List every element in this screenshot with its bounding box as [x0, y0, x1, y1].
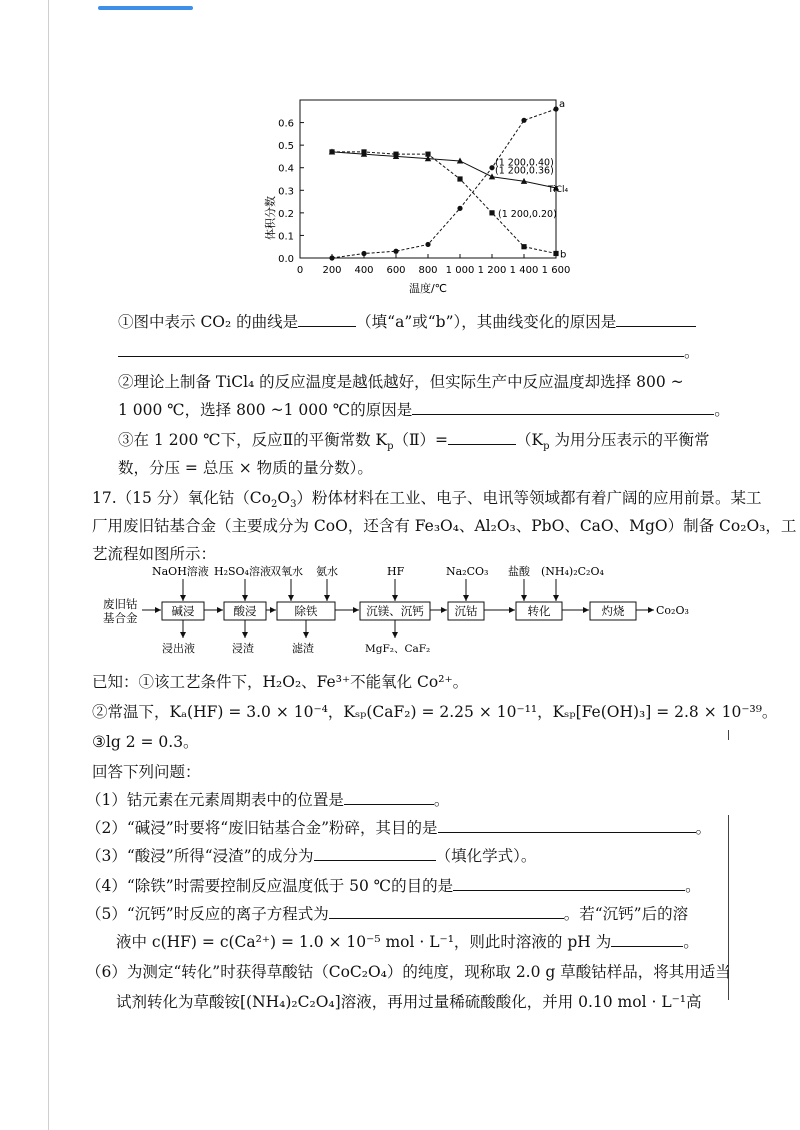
series-label-b: b [560, 249, 567, 261]
point-a [553, 106, 558, 111]
series-label-a: a [559, 99, 566, 111]
known-1: 已知：①该工艺条件下，H₂O₂、Fe³⁺不能氧化 Co²⁺。 [92, 673, 469, 691]
reagent-2: H₂SO₄溶液 [214, 565, 271, 578]
q1-line [118, 312, 696, 332]
flow-start-2: 基合金 [103, 611, 138, 625]
point-b [425, 152, 430, 157]
sub-q5-line-2 [116, 932, 699, 952]
q3-text-c: （K [516, 431, 544, 449]
x-tick-label: 1 000 [445, 265, 475, 276]
annotation-3: (1 200,0.20) [498, 208, 557, 220]
sub-q3-text: （3）“酸浸”所得“浸渣”的成分为 [86, 847, 314, 865]
q3-answer-blank[interactable] [448, 430, 516, 445]
step-2: 酸浸 [233, 604, 257, 618]
reagent-3: 双氧水 [270, 565, 303, 578]
sub-q4 [86, 876, 701, 896]
point-a [489, 165, 494, 170]
reagent-8: (NH₄)₂C₂O₄ [541, 565, 604, 578]
point-a [329, 255, 334, 260]
q1-end: 。 [684, 343, 700, 361]
x-tick-label: 1 400 [509, 265, 539, 276]
output-3: 滤渣 [292, 642, 314, 655]
q2-end: 。 [714, 401, 730, 419]
q1-answer-blank-1[interactable] [298, 312, 356, 327]
sub-q1 [86, 790, 449, 810]
reagent-5: HF [387, 565, 405, 578]
x-tick-label: 1 600 [541, 265, 571, 276]
annotation-1: (1 200,0.40) [495, 157, 554, 169]
point-a [457, 206, 462, 211]
sub-q2-blank[interactable] [438, 818, 696, 833]
reagent-4: 氨水 [316, 565, 338, 578]
sub-q5-blank-2[interactable] [611, 932, 683, 947]
sub-q6-line-2: 试剂转化为草酸铵[(NH₄)₂C₂O₄]溶液，再用过量稀硫酸酸化，并用 0.10 mol · L⁻¹高 [116, 993, 702, 1011]
point-b [521, 244, 526, 249]
flow-product: Co₂O₃ [656, 604, 689, 617]
sub-q3-blank[interactable] [314, 846, 436, 861]
p17-text-b: O [277, 489, 291, 507]
y-axis-label: 体积分数 [264, 196, 277, 240]
sub-q4-text: （4）“除铁”时需要控制反应温度低于 50 ℃的目的是 [86, 877, 454, 895]
sub-q2-text: （2）“碱浸”时要将“废旧钴基合金”粉碎，其目的是 [86, 819, 438, 837]
q2-answer-blank[interactable] [412, 400, 714, 415]
p17-text-a: 17.（15 分）氧化钴（Co [92, 489, 271, 507]
point-b [361, 149, 366, 154]
point-b [393, 152, 398, 157]
q1-text: 图中表示 CO₂ 的曲线是 [133, 313, 299, 331]
sub-q4-blank[interactable] [453, 876, 685, 891]
q2-line-2 [118, 400, 730, 420]
p17-text-c: ）粉体材料在工业、电子、电讯等领域都有着广阔的应用前景。某工 [296, 489, 762, 507]
step-7: 灼烧 [601, 604, 625, 618]
q1-mid: （填“a”或“b”），其曲线变化的原因是 [356, 313, 617, 331]
q1-line-2 [118, 342, 700, 362]
x-tick-label: 600 [386, 265, 406, 276]
step-6: 转化 [527, 604, 551, 618]
step-5: 沉钴 [454, 604, 478, 618]
p17-line-3: 艺流程如图所示： [92, 545, 217, 563]
sub-q4-end: 。 [685, 877, 701, 895]
q3-sub-p: p [387, 441, 394, 453]
flow-start-1: 废旧钴 [103, 597, 138, 611]
margin-mark [728, 730, 729, 740]
point-b [553, 251, 558, 256]
x-tick-label: 800 [418, 265, 438, 276]
p17-line-2: 厂用废旧钴基合金（主要成分为 CoO，还含有 Fe₃O₄、Al₂O₃、PbO、CaO、MgO）制备 Co₂O₃，工 [92, 517, 797, 535]
step-3: 除铁 [294, 604, 318, 618]
point-a [361, 251, 366, 256]
sub-q5-line-1 [86, 904, 688, 924]
sub-q5-text-c: 液中 c(HF) = c(Ca²⁺) = 1.0 × 10⁻⁵ mol · L⁻¹，则此时溶液的 pH 为 [116, 933, 612, 951]
x-tick-label: 400 [354, 265, 374, 276]
q2-line-1: ②理论上制备 TiCl₄ 的反应温度是越低越好，但实际生产中反应温度却选择 800 ~ [118, 373, 684, 391]
sub-q5-text-b: 。若“沉钙”后的溶 [563, 905, 689, 923]
sub-q5-end: 。 [683, 933, 699, 951]
sub-q1-blank[interactable] [344, 790, 434, 805]
q3-text-a: ③在 1 200 ℃下，反应Ⅱ的平衡常数 K [118, 431, 388, 449]
y-tick-label: 0.6 [278, 118, 294, 130]
y-tick-label: 0.0 [278, 254, 294, 265]
q3-line-1 [118, 430, 710, 453]
sub-q2-end: 。 [695, 819, 712, 837]
top-accent-bar [98, 6, 193, 10]
step-4: 沉镁、沉钙 [366, 604, 424, 618]
series-label-ticl4: TiCl₄ [548, 185, 569, 196]
p17-line-1: 17.（15 分）氧化钴$(Co_2O_3)$粉体材料在工业、电子、电讯等领域都有着广阔的应用前景。某工 [92, 489, 762, 511]
sub-q3-end: （填化学式）。 [435, 847, 537, 865]
output-4: MgF₂、CaF₂ [365, 643, 431, 655]
y-tick-label: 0.5 [278, 141, 294, 153]
point-a [521, 118, 526, 123]
q1-num: ① [118, 313, 134, 331]
sub-q1-end: 。 [433, 791, 450, 809]
point-b [457, 176, 462, 181]
known-2: ②常温下，Kₐ(HF) = 3.0 × 10⁻⁴，Kₛₚ(CaF₂) = 2.25 × 10⁻¹¹，Kₛₚ[Fe(OH)₃] = 2.8 × 10⁻³⁹。 [92, 703, 778, 721]
x-axis-label: 温度/℃ [408, 282, 448, 295]
y-tick-label: 0.4 [278, 163, 294, 175]
q1-answer-blank-2[interactable] [616, 312, 696, 327]
sub-q5-blank-1[interactable] [329, 904, 564, 919]
sub-q1-text: （1）钴元素在元素周期表中的位置是 [86, 791, 344, 809]
process-flow-diagram [0, 562, 800, 662]
reagent-7: 盐酸 [508, 565, 530, 578]
point-a [425, 242, 430, 247]
y-tick-label: 0.3 [278, 186, 294, 198]
q2-text: 1 000 ℃，选择 800 ~1 000 ℃的原因是 [118, 401, 413, 419]
point-b [489, 210, 494, 215]
point-a [393, 249, 398, 254]
reagent-6: Na₂CO₃ [446, 565, 489, 578]
output-1: 浸出液 [162, 642, 195, 655]
y-tick-label: 0.1 [278, 231, 294, 243]
x-tick-label: 200 [322, 265, 342, 276]
q1-answer-blank-3[interactable] [118, 342, 684, 357]
x-tick-label: 1 200 [477, 265, 507, 276]
sub-q3 [86, 846, 536, 866]
q3-text-d: 为用分压表示的平衡常 [549, 431, 710, 449]
sub-q5-text-a: （5）“沉钙”时反应的离子方程式为 [86, 905, 329, 923]
reagent-1: NaOH溶液 [152, 565, 209, 578]
plot-frame [300, 100, 556, 258]
sub-q2 [86, 818, 711, 838]
annotation-2: (1 200,0.36) [495, 165, 554, 177]
x-tick-label: 0 [296, 265, 304, 276]
step-1: 碱浸 [171, 604, 195, 618]
q3-line-2: 数，分压 = 总压 × 物质的量分数）。 [118, 459, 373, 477]
q3-sub-p2: p [543, 441, 550, 453]
output-2: 浸渣 [232, 642, 254, 655]
answer-prompt: 回答下列问题： [92, 763, 201, 781]
y-tick-label: 0.2 [278, 208, 294, 220]
q3-text-b: （Ⅱ）= [393, 431, 449, 449]
known-3: ③lg 2 = 0.3。 [92, 733, 199, 751]
point-b [329, 149, 334, 154]
sub-q6-line-1: （6）为测定“转化”时获得草酸钴（CoC₂O₄）的纯度，现称取 2.0 g 草酸钴样品，将其用适当 [86, 963, 731, 981]
